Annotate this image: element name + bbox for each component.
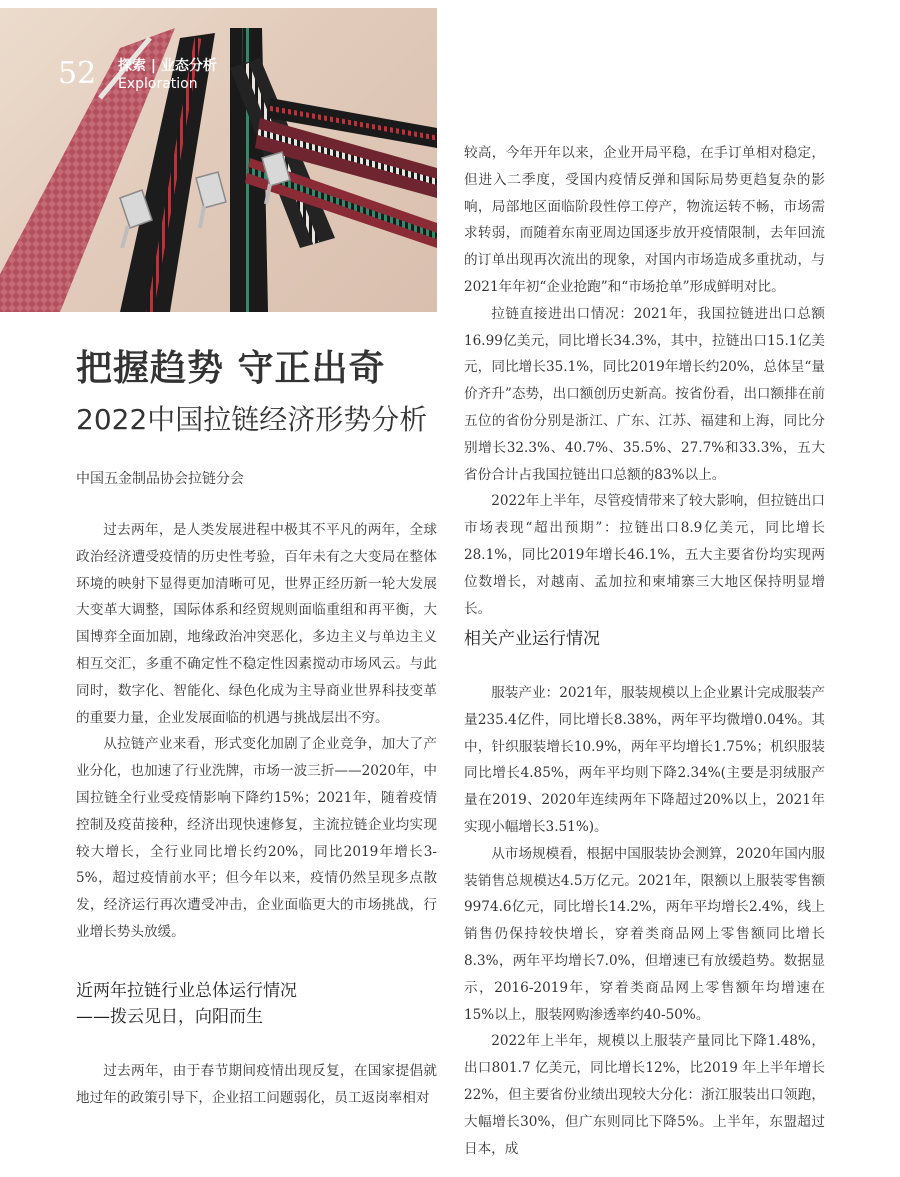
paragraph: 从拉链产业来看，形式变化加剧了企业竞争，加大了产业分化，也加速了行业洗牌，市场一波三折——2020年，中国拉链全行业受疫情影响下降约15%；2021年，随着疫情控制及疫苗接种，经济出现快速修复，主流拉链企业均实现较大增长，全行业同比增长约20%，同比2019年增长3-5%，超过疫情前水平；但今年以来，疫情仍然呈现多点散发，经济运行再次遭受冲击，企业面临更大的市场挑战，行业增长势头放缓。 — [76, 736, 437, 940]
paragraph: 过去两年，是人类发展进程中极其不平凡的两年，全球政治经济遭受疫情的历史性考验，百年未有之大变局在整体环境的映射下显得更加清晰可见，世界正经历新一轮大发展大变革大调整，国际体系和经贸规则面临重组和再平衡，大国博弈全面加剧，地缘政治冲突恶化，多边主义与单边主义相互交汇，多重不确定性不稳定性因素搅动市场风云。与此同时，数字化、智能化、绿色化成为主导商业世界科技变革的重要力量，企业发展面临的机遇与挑战层出不穷。 — [76, 522, 437, 726]
article-subtitle: 2022中国拉链经济形势分析 — [76, 403, 428, 436]
paragraph: 2022年上半年，尽管疫情带来了较大影响，但拉链出口市场表现“超出预期”：拉链出口8.9亿美元，同比增长28.1%，同比2019年增长46.1%，五大主要省份均实现两位数增长，对越南、孟加拉和柬埔寨三大地区保持明显增长。 — [464, 493, 825, 617]
paragraph: 从市场规模看，根据中国服装协会测算，2020年国内服装销售总规模达4.5万亿元。2021年，限额以上服装零售额9974.6亿元，同比增长14.2%，两年平均增长2.4%，线上销售仍保持较快增长，穿着类商品网上零售额同比增长8.3%，两年平均增长7.0%，但增速已有放缓趋势。数据显示，2016-2019年，穿着类商品网上零售额年均增速在15%以上，服装网购渗透率约40-50%。 — [464, 845, 825, 1023]
right-column-top — [464, 140, 825, 622]
section-label-cn: 探索 | 业态分析 — [118, 58, 217, 74]
section-label-en: Exploration — [118, 76, 198, 92]
page-number: 52 — [58, 56, 97, 91]
section-heading-line1: 近两年拉链行业总体运行情况 — [76, 981, 297, 1001]
paragraph: 2022年上半年，规模以上服装产量同比下降1.48%，出口801.7 亿美元，同比增长12%，比2019 年上半年增长22%，但主要省份业绩出现较大分化：浙江服装出口领跑，大幅增长30%，但广东则同比下降5%。上半年，东盟超过日本，成 — [464, 1033, 825, 1157]
article-author: 中国五金制品协会拉链分会 — [76, 471, 244, 487]
paragraph: 较高，今年开年以来，企业开局平稳，在手订单相对稳定，但进入二季度，受国内疫情反弹和国际局势更趋复杂的影响，局部地区面临阶段性停工停产，物流运转不畅，市场需求转弱，而随着东南亚周边国逐步放开疫情限制，去年回流的订单出现再次流出的现象，对国内市场造成多重扰动，与2021年年初“企业抢跑”和“市场抢单”形成鲜明对比。 — [464, 145, 825, 295]
paragraph: 服装产业：2021年，服装规模以上企业累计完成服装产量235.4亿件，同比增长8.38%，两年平均微增0.04%。其中，针织服装增长10.9%，两年平均增长1.75%；机织服装同比增长4.85%，两年平均则下降2.34%(主要是羽绒服产量在2019、2020年连续两年下降超过20%以上，2021年实现小幅增长3.51%)。 — [464, 685, 825, 835]
paragraph: 拉链直接进出口情况：2021年，我国拉链进出口总额16.99亿美元，同比增长34.3%，其中，拉链出口15.1亿美元，同比增长35.1%，同比2019年增长约20%，总体呈“量价齐升”态势，出口额创历史新高。按省份看，出口额排在前五位的省份分别是浙江、广东、江苏、福建和上海，同比分别增长32.3%、40.7%、35.5%、27.7%和33.3%，五大省份合计占我国拉链出口总额的83%以上。 — [464, 305, 825, 483]
left-column-intro — [76, 517, 437, 946]
article-title: 把握趋势 守正出奇 — [76, 348, 386, 389]
section-label — [118, 58, 217, 93]
section-heading-line2: ——拨云见日，向阳而生 — [76, 1007, 263, 1027]
right-column-bottom — [464, 680, 825, 1162]
left-column-section — [76, 1058, 437, 1112]
zipper-photo — [0, 8, 437, 312]
section-heading-related: 相关产业运行情况 — [464, 629, 600, 649]
paragraph: 过去两年，由于春节期间疫情出现反复，在国家提倡就地过年的政策引导下，企业招工问题弱化，员工返岗率相对 — [76, 1063, 437, 1106]
section-heading — [76, 978, 297, 1030]
